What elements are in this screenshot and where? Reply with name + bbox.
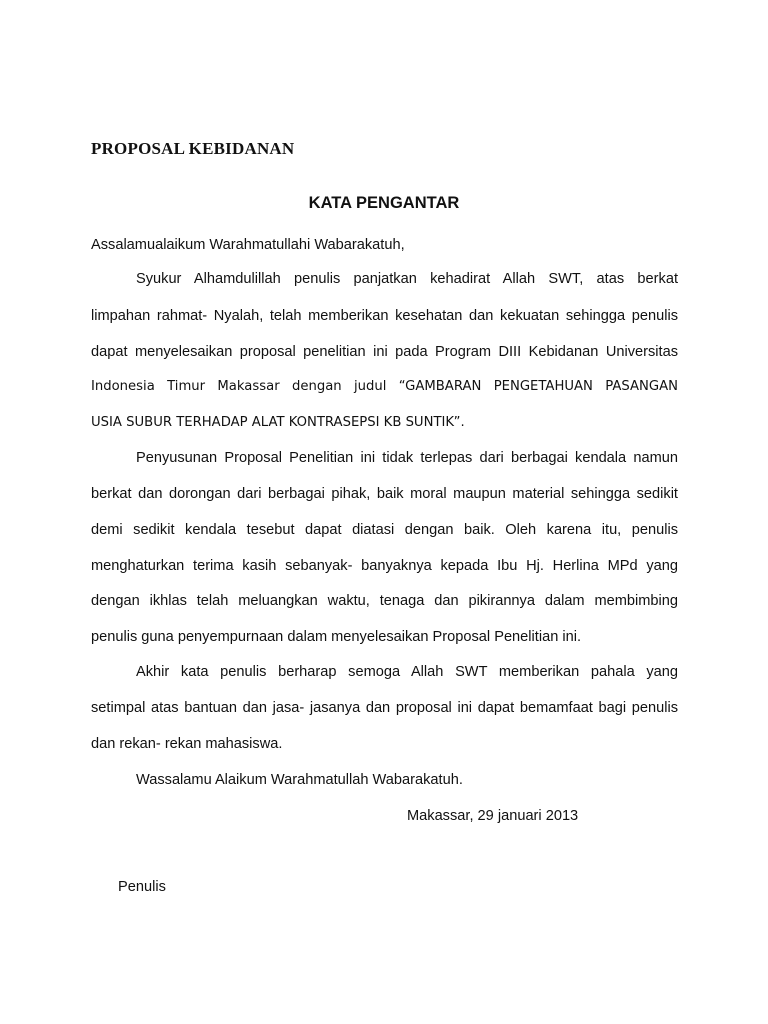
paragraph-line: Penyusunan Proposal Penelitian ini tidak terlepas dari berbagai kendala namun xyxy=(136,450,678,466)
closing-line: Wassalamu Alaikum Warahmatullah Wabarakatuh. xyxy=(136,772,463,788)
paragraph-line: setimpal atas bantuan dan jasa- jasanya dan proposal ini dapat bemamfaat bagi penulis xyxy=(91,700,678,716)
paragraph-line: dan rekan- rekan mahasiswa. xyxy=(91,736,283,752)
paragraph-line: penulis guna penyempurnaan dalam menyelesaikan Proposal Penelitian ini. xyxy=(91,629,582,645)
paragraph-line: Indonesia Timur Makassar dengan judul “GAMBARAN PENGETAHUAN PASANGAN xyxy=(91,379,678,394)
paragraph-line: dengan ikhlas telah meluangkan waktu, tenaga dan pikirannya dalam membimbing xyxy=(91,593,678,609)
paragraph-line: USIA SUBUR TERHADAP ALAT KONTRASEPSI KB SUNTIK”. xyxy=(91,415,465,430)
greeting-line: Assalamualaikum Warahmatullahi Wabarakatuh, xyxy=(91,237,405,253)
paragraph-line: berkat dan dorongan dari berbagai pihak, baik moral maupun material sehingga sedikit xyxy=(91,486,678,502)
paragraph-line: limpahan rahmat- Nyalah, telah memberikan kesehatan dan kekuatan sehingga penulis xyxy=(91,308,678,324)
document-title: KATA PENGANTAR xyxy=(308,194,460,212)
paragraph-line: Syukur Alhamdulillah penulis panjatkan kehadirat Allah SWT, atas berkat xyxy=(136,271,678,287)
signoff: Penulis xyxy=(118,879,166,895)
paragraph-line: dapat menyelesaikan proposal penelitian ini pada Program DIII Kebidanan Universitas xyxy=(91,344,678,360)
paragraph-line: demi sedikit kendala tesebut dapat diatasi dengan baik. Oleh karena itu, penulis xyxy=(91,522,678,538)
paragraph-line: Akhir kata penulis berharap semoga Allah SWT memberikan pahala yang xyxy=(136,664,678,680)
date-line: Makassar, 29 januari 2013 xyxy=(407,808,579,824)
paragraph-line: menghaturkan terima kasih sebanyak- banyaknya kepada Ibu Hj. Herlina MPd yang xyxy=(91,558,678,574)
document-heading: PROPOSAL KEBIDANAN xyxy=(91,139,295,158)
